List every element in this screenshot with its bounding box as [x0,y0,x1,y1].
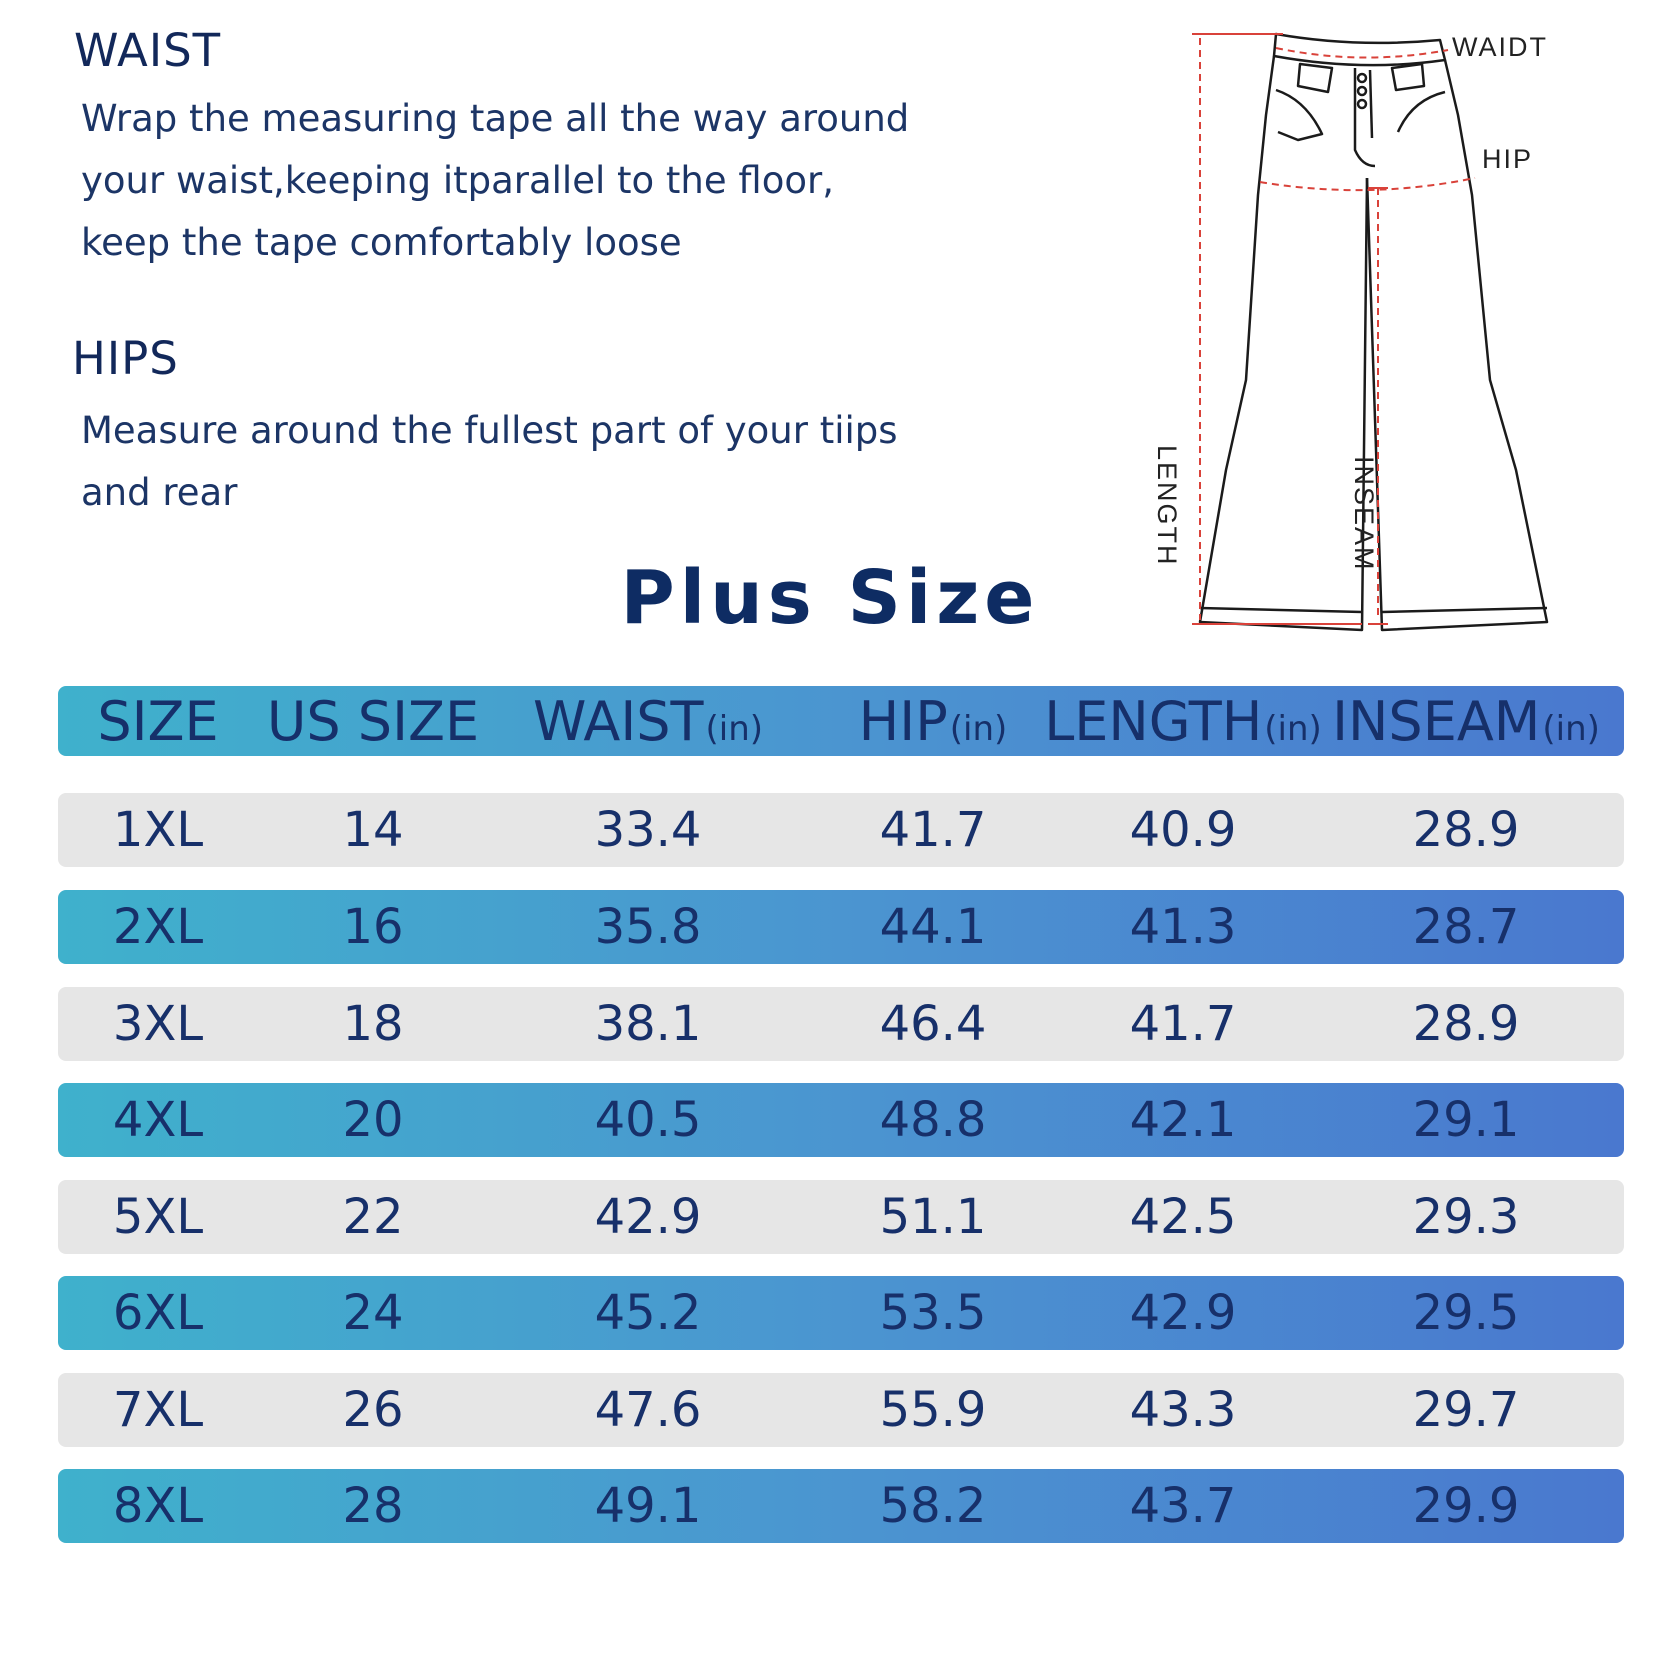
size-cell: 6XL [112,1285,204,1341]
header-waist-label: WAIST [532,689,704,753]
us-size-cell: 16 [342,899,404,955]
inseam-cell: 29.9 [1412,1478,1520,1534]
chart-title: Plus Size [620,555,1040,641]
header-size [58,686,258,756]
waist-cell: 40.5 [594,1092,702,1148]
header-inseam [1308,686,1624,756]
waist-cell: 45.2 [594,1285,702,1341]
table-row [58,1083,1624,1157]
inseam-cell: 29.7 [1412,1382,1520,1438]
table-row [58,987,1624,1061]
header-waist [488,686,808,756]
hip-cell: 51.1 [879,1189,987,1245]
hips-line-1: Measure around the fullest part of your tiips [81,409,898,452]
header-hip [808,686,1058,756]
hips-instructions [81,400,898,524]
waist-line-3: keep the tape comfortably loose [81,221,682,264]
size-cell: 8XL [112,1478,204,1534]
hip-cell: 53.5 [879,1285,987,1341]
inseam-cell: 29.3 [1412,1189,1520,1245]
header-us-size-label: US SIZE [266,689,480,753]
hips-heading: HIPS [72,332,179,385]
inseam-cell: 28.7 [1412,899,1520,955]
hip-cell: 55.9 [879,1382,987,1438]
waist-cell: 42.9 [594,1189,702,1245]
header-size-label: SIZE [97,689,219,753]
table-row [58,890,1624,964]
length-cell: 42.1 [1129,1092,1237,1148]
hip-cell: 48.8 [879,1092,987,1148]
table-header [58,686,1624,756]
hips-line-2: and rear [81,471,238,514]
us-size-cell: 14 [342,802,404,858]
length-cell: 43.3 [1129,1382,1237,1438]
table-row [58,1469,1624,1543]
hip-diagram-label: HIP [1482,144,1534,174]
header-length [1044,686,1322,756]
header-hip-label: HIP [858,689,948,753]
header-inseam-unit: (in) [1542,709,1600,749]
table-row [58,1180,1624,1254]
length-cell: 41.7 [1129,996,1237,1052]
us-size-cell: 24 [342,1285,404,1341]
length-cell: 40.9 [1129,802,1237,858]
header-us-size [258,686,488,756]
length-cell: 42.9 [1129,1285,1237,1341]
hip-cell: 46.4 [879,996,987,1052]
header-length-unit: (in) [1264,709,1322,749]
header-hip-unit: (in) [949,709,1008,749]
size-cell: 1XL [112,802,204,858]
size-cell: 5XL [112,1189,204,1245]
waist-cell: 49.1 [594,1478,702,1534]
length-cell: 41.3 [1129,899,1237,955]
header-inseam-label: INSEAM [1332,689,1541,753]
table-row [58,1373,1624,1447]
inseam-cell: 29.1 [1412,1092,1520,1148]
header-length-label: LENGTH [1044,689,1263,753]
measure-lines [1192,34,1475,624]
waist-line-1: Wrap the measuring tape all the way around [81,97,910,140]
us-size-cell: 20 [342,1092,404,1148]
pants-measurement-diagram [1100,20,1570,640]
table-row [58,793,1624,867]
size-cell: 3XL [112,996,204,1052]
waist-cell: 47.6 [594,1382,702,1438]
length-cell: 42.5 [1129,1189,1237,1245]
hip-cell: 41.7 [879,802,987,858]
hip-cell: 58.2 [879,1478,987,1534]
waist-instructions [81,88,909,274]
waist-cell: 38.1 [594,996,702,1052]
inseam-diagram-label: INSEAM [1349,456,1379,572]
size-cell: 7XL [112,1382,204,1438]
size-cell: 4XL [112,1092,204,1148]
header-waist-unit: (in) [705,709,764,749]
waist-cell: 33.4 [594,802,702,858]
waist-cell: 35.8 [594,899,702,955]
waist-heading: WAIST [74,24,222,77]
us-size-cell: 18 [342,996,404,1052]
hip-cell: 44.1 [879,899,987,955]
length-diagram-label: LENGTH [1152,445,1182,567]
size-cell: 2XL [112,899,204,955]
waist-diagram-label: WAIDT [1452,32,1548,62]
us-size-cell: 26 [342,1382,404,1438]
us-size-cell: 28 [342,1478,404,1534]
inseam-cell: 28.9 [1412,802,1520,858]
table-row [58,1276,1624,1350]
inseam-cell: 29.5 [1412,1285,1520,1341]
inseam-cell: 28.9 [1412,996,1520,1052]
length-cell: 43.7 [1129,1478,1237,1534]
waist-line-2: your waist,keeping itparallel to the floor, [81,159,834,202]
us-size-cell: 22 [342,1189,404,1245]
